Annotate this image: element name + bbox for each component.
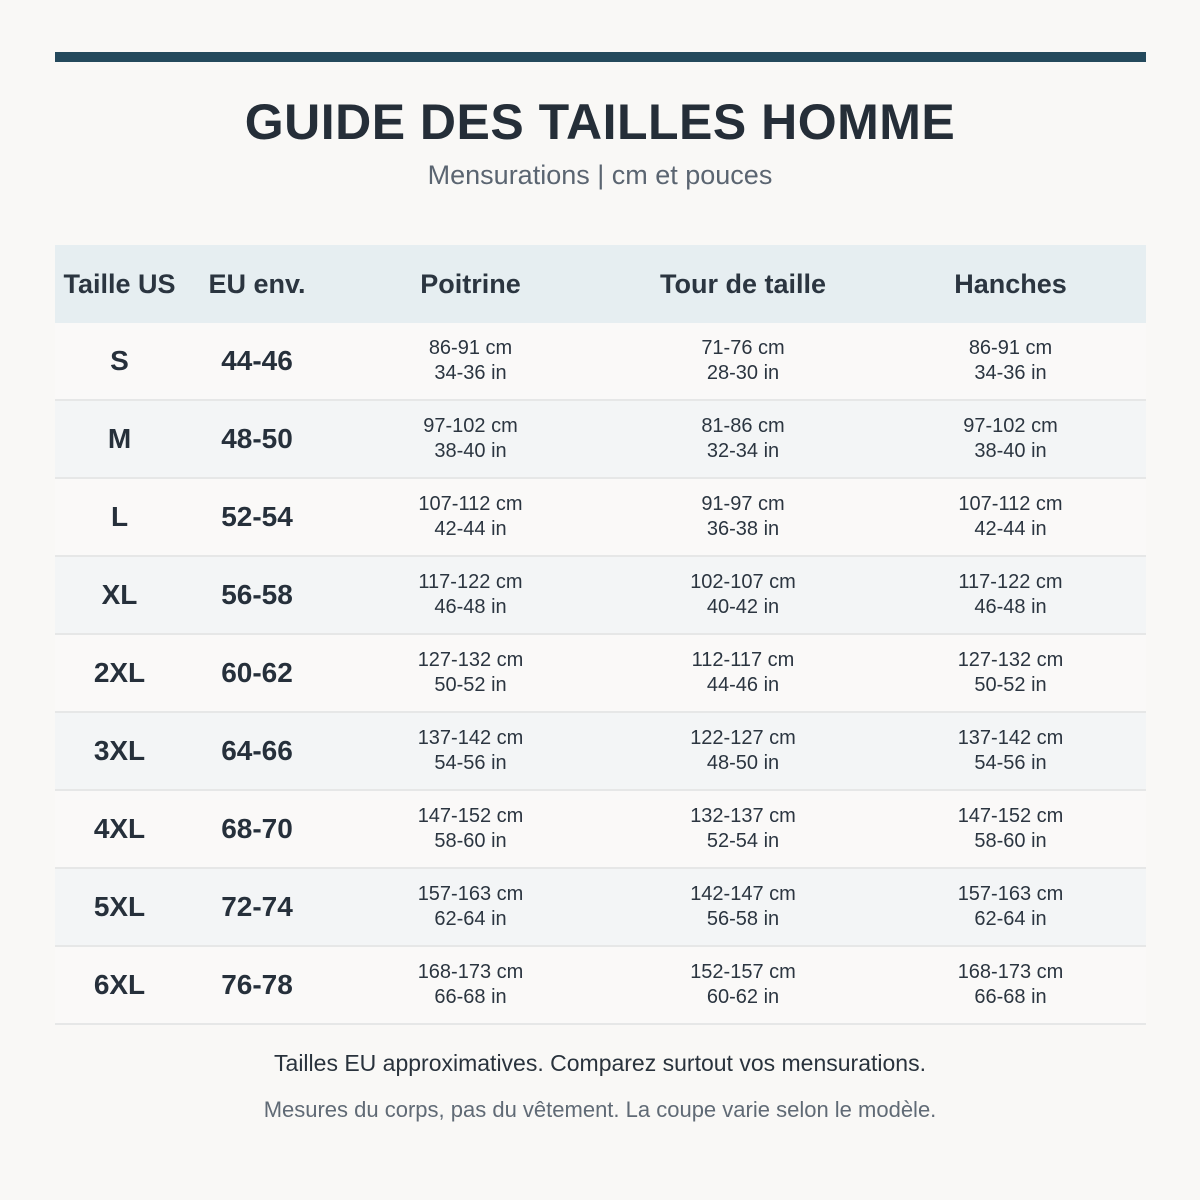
table-row — [55, 791, 1146, 869]
table-row — [55, 869, 1146, 947]
top-accent-rule — [55, 52, 1146, 62]
chest-cell — [330, 492, 611, 542]
waist-cm-value: 112-117 cm — [691, 649, 795, 671]
waist-cell — [611, 648, 875, 698]
waist-cm-value: 152-157 cm — [690, 961, 796, 983]
chest-cell — [330, 414, 611, 464]
waist-cell — [611, 804, 875, 854]
chest-cm-value: 107-112 cm — [418, 493, 523, 515]
hips-cm-value: 97-102 cm — [963, 415, 1058, 437]
hips-in-value: 34-36 in — [974, 362, 1047, 384]
waist-cell — [611, 414, 875, 464]
hips-cm-value: 168-173 cm — [957, 961, 1064, 983]
hips-cm-value: 117-122 cm — [958, 571, 1063, 593]
page-subtitle: Mensurations | cm et pouces — [427, 160, 773, 190]
hips-cm-value: 137-142 cm — [957, 727, 1064, 749]
hips-in-value: 58-60 in — [974, 830, 1047, 852]
hips-cell — [875, 648, 1146, 698]
waist-in-value: 60-62 in — [706, 986, 780, 1008]
waist-cm-value: 71-76 cm — [701, 337, 785, 359]
table-header-row — [55, 245, 1146, 323]
hips-in-value: 50-52 in — [974, 674, 1047, 696]
chest-in-value: 46-48 in — [434, 596, 507, 618]
us-size-cell: XL — [101, 579, 138, 610]
eu-size-cell: 44-46 — [221, 345, 293, 376]
table-row — [55, 557, 1146, 635]
waist-in-value: 52-54 in — [706, 830, 780, 852]
waist-cell — [611, 960, 875, 1010]
header-waist: Tour de taille — [659, 268, 827, 299]
chest-in-value: 34-36 in — [434, 362, 507, 384]
hips-cm-value: 127-132 cm — [957, 649, 1064, 671]
table-row — [55, 479, 1146, 557]
eu-size-cell: 64-66 — [221, 735, 293, 766]
hips-in-value: 62-64 in — [974, 908, 1047, 930]
us-size-cell: M — [107, 423, 132, 454]
waist-in-value: 32-34 in — [706, 440, 780, 462]
chest-cm-value: 86-91 cm — [428, 337, 513, 359]
table-row — [55, 713, 1146, 791]
eu-size-cell: 56-58 — [221, 579, 293, 610]
hips-cell — [875, 414, 1146, 464]
table-row — [55, 323, 1146, 401]
hips-cell — [875, 960, 1146, 1010]
size-table — [55, 245, 1146, 1025]
waist-cell — [611, 726, 875, 776]
waist-in-value: 44-46 in — [706, 674, 780, 696]
chest-cm-value: 127-132 cm — [417, 649, 524, 671]
chest-in-value: 62-64 in — [434, 908, 507, 930]
hips-in-value: 54-56 in — [974, 752, 1047, 774]
chest-cm-value: 168-173 cm — [417, 961, 524, 983]
eu-size-cell: 48-50 — [221, 423, 293, 454]
table-row — [55, 401, 1146, 479]
hips-in-value: 66-68 in — [974, 986, 1047, 1008]
hips-cm-value: 107-112 cm — [958, 493, 1063, 515]
us-size-cell: 6XL — [93, 969, 146, 1000]
eu-size-cell: 76-78 — [221, 969, 293, 1000]
waist-cm-value: 102-107 cm — [690, 571, 796, 593]
chest-in-value: 58-60 in — [434, 830, 507, 852]
waist-in-value: 48-50 in — [706, 752, 780, 774]
header-us-size: Taille US — [63, 268, 176, 299]
hips-in-value: 46-48 in — [974, 596, 1047, 618]
header-chest: Poitrine — [420, 268, 521, 299]
waist-cm-value: 91-97 cm — [701, 493, 785, 515]
us-size-cell: 3XL — [93, 735, 146, 766]
header-eu-size: EU env. — [208, 268, 306, 299]
table-row — [55, 635, 1146, 713]
chest-cm-value: 157-163 cm — [417, 883, 524, 905]
hips-cell — [875, 570, 1146, 620]
waist-cm-value: 132-137 cm — [690, 805, 796, 827]
waist-cell — [611, 492, 875, 542]
hips-cm-value: 86-91 cm — [968, 337, 1053, 359]
waist-cm-value: 142-147 cm — [690, 883, 796, 905]
waist-in-value: 40-42 in — [706, 596, 780, 618]
eu-size-cell: 72-74 — [221, 891, 293, 922]
chest-cell — [330, 960, 611, 1010]
hips-cell — [875, 804, 1146, 854]
chest-in-value: 38-40 in — [434, 440, 507, 462]
waist-in-value: 56-58 in — [706, 908, 780, 930]
chest-cell — [330, 570, 611, 620]
chest-cm-value: 97-102 cm — [423, 415, 518, 437]
chest-cell — [330, 648, 611, 698]
hips-cm-value: 147-152 cm — [957, 805, 1064, 827]
chest-cm-value: 117-122 cm — [418, 571, 523, 593]
table-body — [55, 323, 1146, 1025]
waist-cell — [611, 882, 875, 932]
hips-in-value: 38-40 in — [974, 440, 1047, 462]
table-row — [55, 947, 1146, 1025]
hips-cell — [875, 336, 1146, 386]
waist-cm-value: 81-86 cm — [701, 415, 785, 437]
eu-size-cell: 60-62 — [221, 657, 293, 688]
hips-in-value: 42-44 in — [974, 518, 1047, 540]
hips-cell — [875, 492, 1146, 542]
chest-cell — [330, 882, 611, 932]
chest-cm-value: 147-152 cm — [417, 805, 524, 827]
footer-note-primary: Tailles EU approximatives. Comparez surtout vos mensurations. — [274, 1050, 926, 1076]
chest-in-value: 42-44 in — [434, 518, 507, 540]
waist-cell — [611, 570, 875, 620]
chest-cell — [330, 726, 611, 776]
chest-in-value: 66-68 in — [434, 986, 507, 1008]
page-title: GUIDE DES TAILLES HOMME — [244, 94, 956, 150]
waist-cell — [611, 336, 875, 386]
waist-in-value: 36-38 in — [706, 518, 780, 540]
eu-size-cell: 52-54 — [221, 501, 293, 532]
us-size-cell: S — [110, 345, 129, 376]
waist-cm-value: 122-127 cm — [690, 727, 796, 749]
hips-cell — [875, 882, 1146, 932]
us-size-cell: 2XL — [93, 657, 146, 688]
chest-cm-value: 137-142 cm — [417, 727, 524, 749]
chest-cell — [330, 804, 611, 854]
chest-in-value: 54-56 in — [434, 752, 507, 774]
waist-in-value: 28-30 in — [706, 362, 780, 384]
us-size-cell: 5XL — [93, 891, 146, 922]
hips-cell — [875, 726, 1146, 776]
header-hips: Hanches — [954, 268, 1067, 299]
hips-cm-value: 157-163 cm — [957, 883, 1064, 905]
us-size-cell: 4XL — [93, 813, 146, 844]
chest-cell — [330, 336, 611, 386]
us-size-cell: L — [110, 501, 129, 532]
footer-note-secondary: Mesures du corps, pas du vêtement. La coupe varie selon le modèle. — [263, 1097, 937, 1122]
eu-size-cell: 68-70 — [221, 813, 293, 844]
chest-in-value: 50-52 in — [434, 674, 507, 696]
